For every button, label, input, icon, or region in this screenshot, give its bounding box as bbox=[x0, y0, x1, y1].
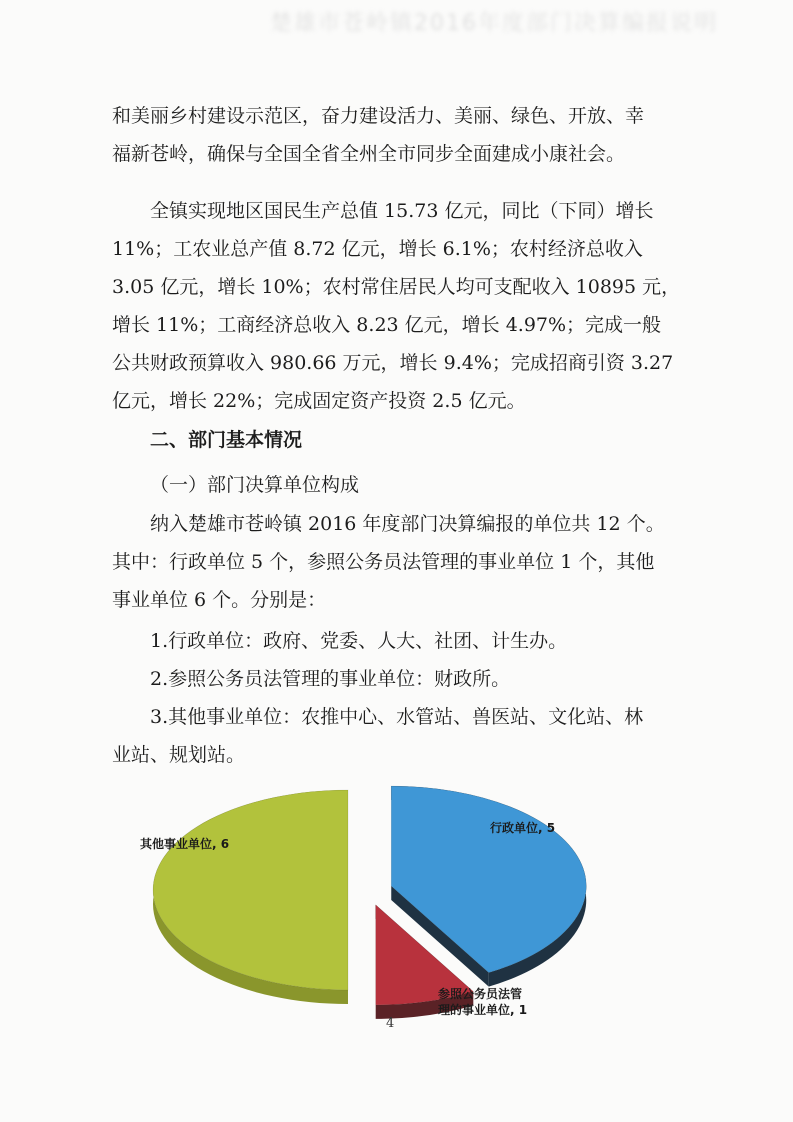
intro-paragraph bbox=[112, 97, 692, 173]
economy-line-2: 11%；工农业总产值 8.72 亿元，增长 6.1%；农村经济总收入 bbox=[112, 238, 643, 260]
pie-slice-2 bbox=[153, 790, 348, 990]
economy-line-3: 3.05 亿元，增长 10%；农村常住居民人均可支配收入 10895 元， bbox=[112, 276, 681, 298]
composition-line-2: 其中：行政单位 5 个，参照公务员法管理的事业单位 1 个，其他 bbox=[112, 551, 655, 573]
unit-list bbox=[112, 622, 692, 774]
list-item-civil-service: 2.参照公务员法管理的事业单位：财政所。 bbox=[150, 668, 511, 690]
composition-paragraph bbox=[112, 505, 692, 619]
intro-line-1: 和美丽乡村建设示范区，奋力建设活力、美丽、绿色、开放、幸 bbox=[112, 105, 645, 127]
page-number: 4 bbox=[386, 1016, 395, 1031]
unit-composition-pie-chart bbox=[100, 780, 660, 1030]
economy-line-5: 公共财政预算收入 980.66 万元，增长 9.4%；完成招商引资 3.27 bbox=[112, 352, 674, 374]
economy-line-4: 增长 11%；工商经济总收入 8.23 亿元，增长 4.97%；完成一般 bbox=[112, 314, 662, 336]
list-item-other-cont: 业站、规划站。 bbox=[112, 744, 246, 766]
section-heading: 二、部门基本情况 bbox=[150, 429, 303, 451]
list-item-admin: 1.行政单位：政府、党委、人大、社团、计生办。 bbox=[150, 630, 568, 652]
economy-paragraph bbox=[112, 192, 692, 420]
intro-line-2: 福新苍岭，确保与全国全省全州全市同步全面建成小康社会。 bbox=[112, 143, 626, 165]
economy-line-1: 全镇实现地区国民生产总值 15.73 亿元，同比（下同）增长 bbox=[150, 200, 654, 222]
composition-line-3: 事业单位 6 个。分别是： bbox=[112, 589, 327, 611]
pie-label-0: 行政单位, 5 bbox=[490, 821, 556, 835]
section-subheading: （一）部门决算单位构成 bbox=[150, 474, 360, 496]
composition-line-1: 纳入楚雄市苍岭镇 2016 年度部门决算编报的单位共 12 个。 bbox=[150, 513, 665, 535]
pie-label-1: 参照公务员法管理的事业单位, 1 bbox=[438, 987, 528, 1017]
list-item-other: 3.其他事业单位：农推中心、水管站、兽医站、文化站、林 bbox=[150, 706, 644, 728]
economy-line-6: 亿元，增长 22%；完成固定资产投资 2.5 亿元。 bbox=[112, 390, 526, 412]
pie-label-2: 其他事业单位, 6 bbox=[140, 837, 230, 851]
faded-header-text: 楚雄市苍岭镇2016年度部门决算编报说明 bbox=[270, 11, 718, 36]
